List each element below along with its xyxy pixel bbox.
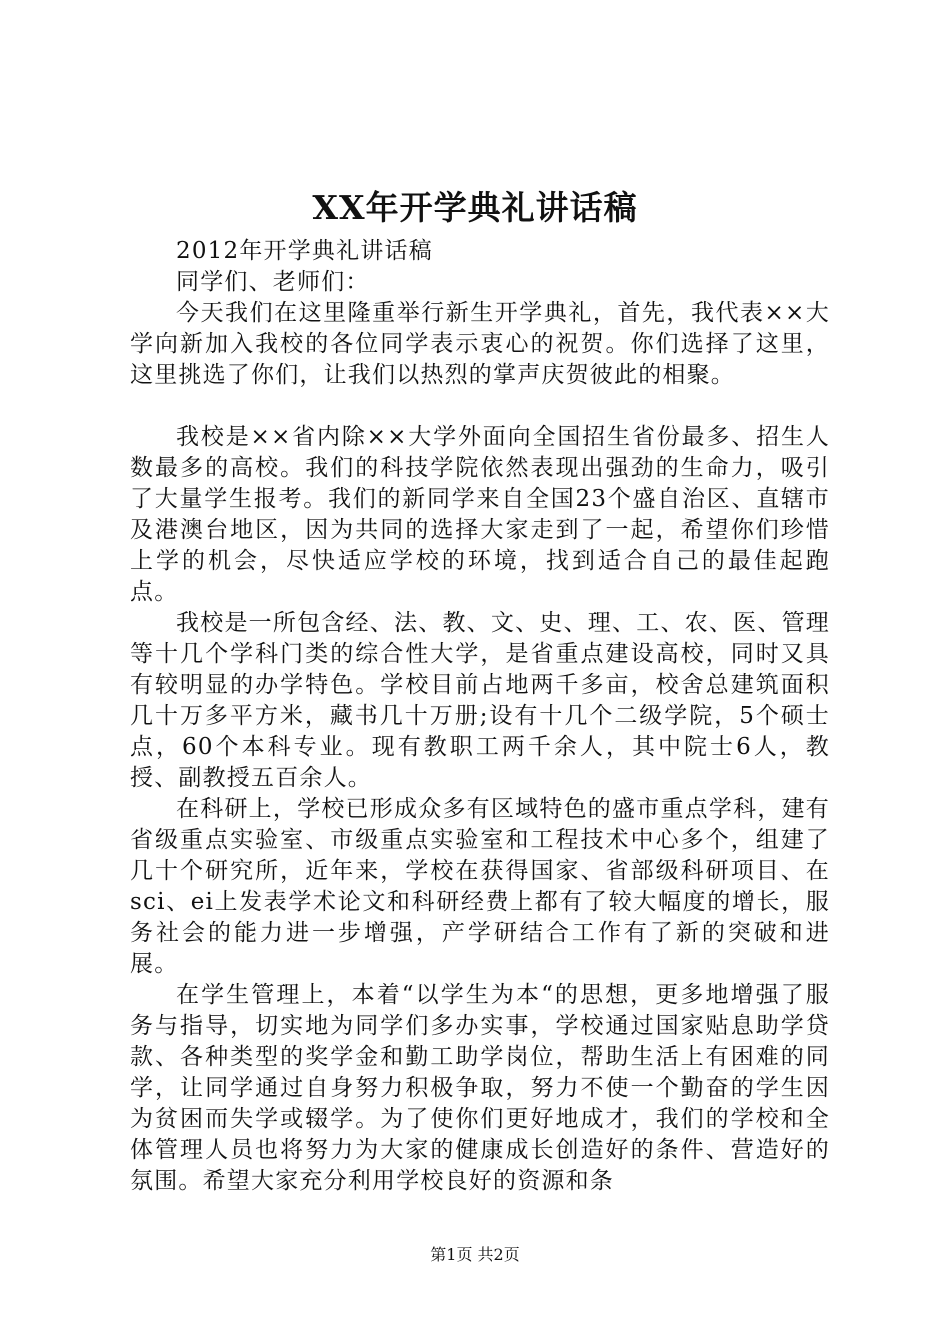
speech-subtitle: 2012年开学典礼讲话稿 bbox=[176, 238, 433, 264]
paragraph-school-intro: 我校是××省内除××大学外面向全国招生省份最多、招生人数最多的高校。我们的科技学院依然表现出强劲的生命力，吸引了大量学生报考。我们的新同学来自全国23个盛自治区、直辖市及港澳台地区，因为共同的选择大家走到了一起，希望你们珍惜上学的机会，尽快适应学校的环境，找到适合自己的最佳起跑点。 bbox=[130, 424, 830, 605]
paragraph-school-profile: 我校是一所包含经、法、教、文、史、理、工、农、医、管理等十几个学科门类的综合性大学，是省重点建设高校，同时又具有较明显的办学特色。学校目前占地两千多亩，校舍总建筑面积几十万多平方米，藏书几十万册;设有十几个二级学院，5个硕士点，60个本科专业。现有教职工两千余人，其中院士6人，教授、副教授五百余人。 bbox=[130, 610, 830, 791]
salutation: 同学们、老师们： bbox=[176, 269, 370, 295]
paragraph-research: 在科研上，学校已形成众多有区域特色的盛市重点学科，建有省级重点实验室、市级重点实验室和工程技术中心多个，组建了几十个研究所，近年来，学校在获得国家、省部级科研项目、在sci、ei上发表学术论文和科研经费上都有了较大幅度的增长，服务社会的能力进一步增强，产学研结合工作有了新的突破和进展。 bbox=[130, 796, 830, 977]
page-footer: 第1页 共2页 bbox=[430, 1245, 520, 1264]
document-title: XX年开学典礼讲话稿 bbox=[312, 188, 638, 227]
paragraph-welcome: 今天我们在这里隆重举行新生开学典礼，首先，我代表××大学向新加入我校的各位同学表示衷心的祝贺。你们选择了这里，这里挑选了你们，让我们以热烈的掌声庆贺彼此的相聚。 bbox=[130, 300, 830, 388]
document-body bbox=[130, 236, 830, 1197]
paragraph-student-management: 在学生管理上，本着“以学生为本“的思想，更多地增强了服务与指导，切实地为同学们多办实事，学校通过国家贴息助学贷款、各种类型的奖学金和勤工助学岗位，帮助生活上有困难的同学，让同学通过自身努力积极争取，努力不使一个勤奋的学生因为贫困而失学或辍学。为了使你们更好地成才，我们的学校和全体管理人员也将努力为大家的健康成长创造好的条件、营造好的氛围。希望大家充分利用学校良好的资源和条 bbox=[130, 982, 830, 1194]
